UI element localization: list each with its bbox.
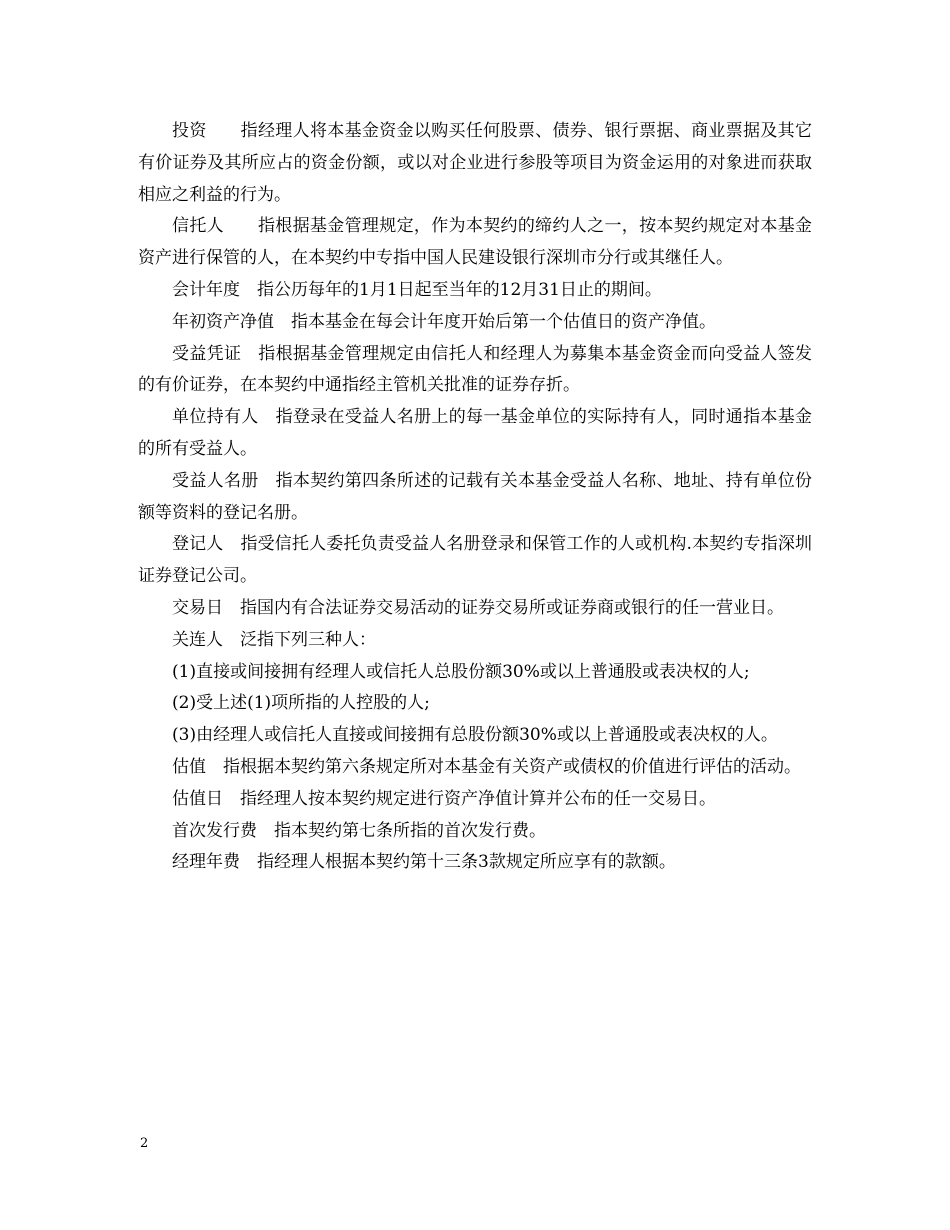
definition-term: 会计年度	[172, 279, 240, 300]
definition-term: 受益人名册	[172, 470, 259, 491]
definition-term: 经理年费	[172, 852, 240, 873]
definition-text: 指受信托人委托负责受益人名册登录和保管工作的人或机构.本契约专指深圳证券登记公司。	[138, 534, 812, 587]
definition-text: 指国内有合法证券交易活动的证券交易所或证券商或银行的任一营业日。	[240, 597, 784, 618]
definition-term: 关连人	[172, 629, 223, 650]
list-item: (2)受上述(1)项所指的人控股的人;	[172, 693, 430, 714]
list-item: (1)直接或间接拥有经理人或信托人总股份额30%或以上普通股或表决权的人;	[172, 661, 750, 682]
definition-text: 指经理人将本基金资金以购买任何股票、债券、银行票据、商业票据及其它有价证券及其所应占的资金份额，或以对企业进行参股等项目为资金运用的对象进而获取相应之利益的行为。	[138, 121, 813, 205]
definition-investment	[138, 116, 812, 211]
definition-text: 指本契约第四条所述的记载有关本基金受益人名称、地址、持有单位份额等资料的登记名册。	[138, 470, 813, 523]
definition-text: 指登录在受益人名册上的每一基金单位的实际持有人，同时通指本基金的所有受益人。	[138, 407, 813, 459]
list-item: (3)由经理人或信托人直接或间接拥有总股份额30%或以上普通股或表决权的人。	[172, 725, 778, 746]
definition-term: 估值日	[172, 788, 223, 809]
definition-unit-holder	[138, 402, 812, 466]
definition-term: 投资	[172, 121, 207, 141]
definition-text: 指根据基金管理规定由信托人和经理人为募集本基金资金而向受益人签发的有价证券，在本契约中通指经主管机关批准的证券存折。	[138, 343, 813, 396]
page-number: 2	[140, 1136, 149, 1151]
definition-valuation-day	[138, 784, 812, 816]
definition-text: 泛指下列三种人：	[240, 629, 376, 650]
definition-text: 指经理人按本契约规定进行资产净值计算并公布的任一交易日。	[240, 788, 716, 809]
definition-term: 首次发行费	[172, 820, 257, 841]
definition-term: 单位持有人	[172, 407, 259, 428]
definition-text: 指本契约第七条所指的首次发行费。	[274, 820, 546, 841]
definition-text: 指经理人根据本契约第十三条3款规定所应享有的款额。	[257, 852, 676, 873]
definition-text: 指根据基金管理规定，作为本契约的缔约人之一，按本契约规定对本基金资产进行保管的人，在本契约中专指中国人民建设银行深圳市分行或其继任人。	[138, 216, 813, 269]
definition-initial-issue-fee	[138, 816, 812, 848]
definition-beneficiary-certificate	[138, 339, 812, 403]
definition-text: 指本基金在每会计年度开始后第一个估值日的资产净值。	[291, 311, 716, 332]
document-body	[138, 116, 812, 879]
definition-term: 受益凭证	[172, 343, 242, 364]
definition-text: 指公历每年的1月1日起至当年的12月31日止的期间。	[257, 279, 662, 300]
definition-manager-annual-fee	[138, 847, 812, 879]
definition-beneficiary-register	[138, 466, 812, 530]
definition-term: 信托人	[172, 216, 224, 237]
definition-term: 年初资产净值	[172, 311, 274, 332]
definition-opening-nav	[138, 307, 812, 339]
definition-valuation	[138, 752, 812, 784]
definition-registrar	[138, 529, 812, 593]
definition-trustee	[138, 211, 812, 275]
definition-term: 估值	[172, 756, 206, 777]
definition-term: 交易日	[172, 597, 223, 618]
definition-related-party	[138, 625, 812, 657]
definition-fiscal-year	[138, 275, 812, 307]
definition-trading-day	[138, 593, 812, 625]
definition-text: 指根据本契约第六条规定所对本基金有关资产或债权的价值进行评估的活动。	[223, 756, 801, 777]
definition-term: 登记人	[172, 534, 224, 555]
